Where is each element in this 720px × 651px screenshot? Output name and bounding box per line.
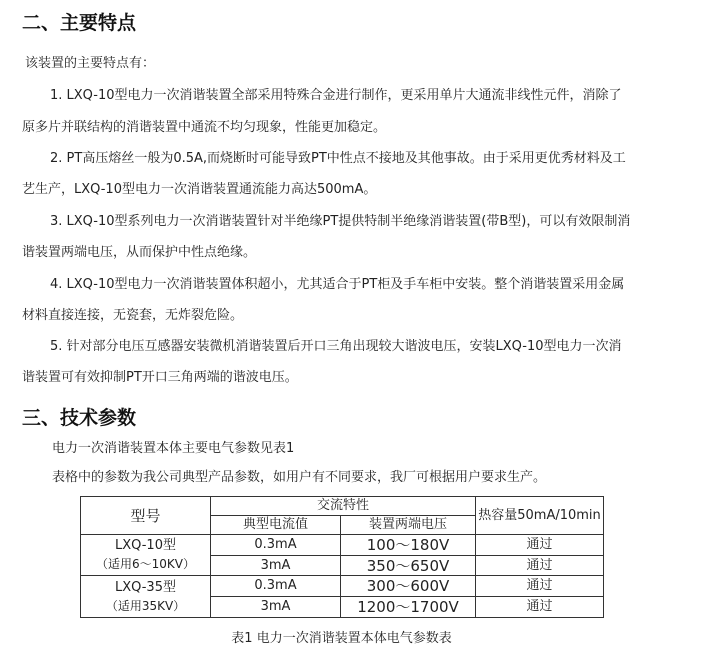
- model-voltage-note: （适用35KV）: [105, 598, 186, 613]
- current-cell: 3mA: [211, 556, 341, 576]
- specs-intro-2: 表格中的参数为我公司典型产品参数，如用户有不同要求，我厂可根据用户要求生产。: [52, 470, 547, 485]
- voltage-cell: 1200～1700V: [341, 597, 476, 618]
- feature-4-line-2: 材料直接连接，无瓷套，无炸裂危险。: [22, 308, 244, 323]
- header-typical-current: 典型电流值: [211, 516, 341, 535]
- features-intro: 该装置的主要特点有：: [25, 56, 156, 71]
- current-cell: 3mA: [211, 597, 341, 618]
- feature-3-line-1: 3. LXQ-10型系列电力一次消谐装置针对半绝缘PT提供特制半绝缘消谐装置(带B型)，可以有效限制消: [50, 214, 631, 229]
- voltage-cell: 350～650V: [341, 556, 476, 576]
- current-cell: 0.3mA: [211, 535, 341, 556]
- heat-cell: 通过: [476, 597, 604, 618]
- current-cell: 0.3mA: [211, 576, 341, 597]
- table-caption: 表1 电力一次消谐装置本体电气参数表: [231, 631, 452, 646]
- header-model: 型号: [81, 497, 211, 535]
- heat-cell: 通过: [476, 556, 604, 576]
- model-name: LXQ-10型: [115, 538, 176, 553]
- specs-intro-1: 电力一次消谐装置本体主要电气参数见表1: [52, 441, 295, 456]
- section-heading-specs: 三、技术参数: [22, 407, 137, 429]
- feature-2-line-1: 2. PT高压熔丝一般为0.5A,而烧断时可能导致PT中性点不接地及其他事故。由于采用更优秀材料及工: [50, 151, 626, 166]
- feature-4-line-1: 4. LXQ-10型电力一次消谐装置体积超小，尤其适合于PT柜及手车柜中安装。整个消谐装置采用金属: [50, 277, 625, 292]
- heat-cell: 通过: [476, 535, 604, 556]
- feature-5-line-2: 谐装置可有效抑制PT开口三角两端的谐波电压。: [22, 370, 298, 385]
- voltage-cell: 100～180V: [341, 535, 476, 556]
- header-ac-characteristics: 交流特性: [211, 497, 476, 516]
- table-row: [81, 576, 604, 597]
- model-cell: [81, 576, 211, 618]
- params-table: [80, 496, 604, 618]
- feature-5-line-1: 5. 针对部分电压互感器安装微机消谐装置后开口三角出现较大谐波电压，安装LXQ-10型电力一次消: [50, 339, 622, 354]
- feature-1-line-2: 原多片并联结构的消谐装置中通流不均匀现象，性能更加稳定。: [22, 120, 387, 135]
- feature-1-line-1: 1. LXQ-10型电力一次消谐装置全部采用特殊合金进行制作，更采用单片大通流非线性元件，消除了: [50, 88, 622, 103]
- section-heading-features: 二、主要特点: [22, 12, 137, 34]
- feature-3-line-2: 谐装置两端电压，从而保护中性点绝缘。: [22, 245, 257, 260]
- model-cell: [81, 535, 211, 576]
- feature-2-line-2: 艺生产，LXQ-10型电力一次消谐装置通流能力高达500mA。: [22, 182, 377, 197]
- table-header-row: [81, 497, 604, 516]
- header-terminal-voltage: 装置两端电压: [341, 516, 476, 535]
- table-row: [81, 535, 604, 556]
- header-heat-capacity: 热容量50mA/10min: [476, 497, 604, 535]
- heat-cell: 通过: [476, 576, 604, 597]
- voltage-cell: 300～600V: [341, 576, 476, 597]
- model-voltage-note: （适用6～10KV）: [96, 557, 195, 571]
- model-name: LXQ-35型: [115, 579, 176, 595]
